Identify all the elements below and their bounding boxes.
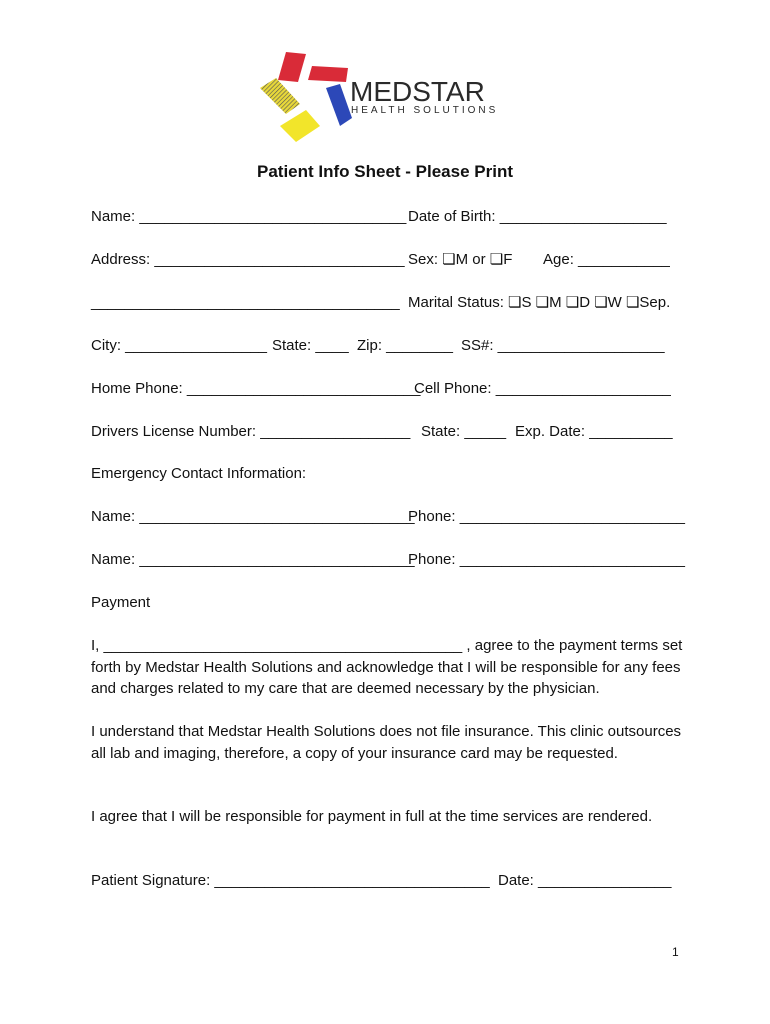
patient-signature-field[interactable]: Patient Signature: _________________________________ (91, 872, 490, 889)
sex-checkboxes[interactable]: Sex: ❏M or ❏F (408, 251, 513, 268)
zip-field[interactable]: Zip: ________ (357, 337, 453, 354)
cell-phone-field[interactable]: Cell Phone: _____________________ (414, 380, 671, 397)
payment-in-full-paragraph: I agree that I will be responsible for payment in full at the time services are rendered. (91, 808, 653, 825)
age-field[interactable]: Age: ___________ (543, 251, 670, 268)
ssn-field[interactable]: SS#: ____________________ (461, 337, 665, 354)
drivers-license-field[interactable]: Drivers License Number: __________________ (91, 423, 411, 440)
state-field[interactable]: State: ____ (272, 337, 349, 354)
signature-date-field[interactable]: Date: ________________ (498, 872, 672, 889)
date-of-birth-field[interactable]: Date of Birth: ____________________ (408, 208, 667, 225)
home-phone-field[interactable]: Home Phone: ____________________________ (91, 380, 421, 397)
emergency-phone-2-field[interactable]: Phone: ___________________________ (408, 551, 685, 568)
payment-agreement-paragraph: I, ___________________________________________ , agree to the payment terms set forth by Medstar Health Solutions and acknowledge that I will be responsible for any fees and charges related to my care that are deemed necessary by the physician. (91, 637, 683, 697)
logo-tagline: HEALTH SOLUTIONS (351, 105, 499, 116)
address-line2-field[interactable]: _____________________________________ (91, 294, 400, 311)
page-number: 1 (672, 945, 679, 959)
page-title: Patient Info Sheet - Please Print (256, 162, 513, 181)
emergency-phone-1-field[interactable]: Phone: ___________________________ (408, 508, 685, 525)
name-field[interactable]: Name: ________________________________ (91, 208, 407, 225)
marital-status-checkboxes[interactable]: Marital Status: ❏S ❏M ❏D ❏W ❏Sep. (408, 294, 671, 311)
emergency-name-1-field[interactable]: Name: _________________________________ (91, 508, 415, 525)
city-field[interactable]: City: _________________ (91, 337, 267, 354)
star-mark-icon (256, 48, 352, 144)
red-top-shape (278, 52, 306, 82)
logo-wordmark: MEDSTAR (350, 76, 485, 107)
license-exp-date-field[interactable]: Exp. Date: __________ (515, 423, 673, 440)
emergency-heading: Emergency Contact Information: (91, 465, 307, 482)
payment-heading: Payment (91, 594, 151, 611)
hatched-shape (260, 78, 300, 114)
license-state-field[interactable]: State: _____ (421, 423, 507, 440)
medstar-logo (256, 48, 516, 144)
address-field[interactable]: Address: ______________________________ (91, 251, 405, 268)
red-right-shape (308, 66, 348, 82)
emergency-name-2-field[interactable]: Name: _________________________________ (91, 551, 415, 568)
insurance-paragraph: I understand that Medstar Health Solutions does not file insurance. This clinic outsources all lab and imaging, therefore, a copy of your insurance card may be requested. (91, 723, 682, 762)
blue-shape (326, 84, 352, 126)
yellow-shape (280, 110, 320, 142)
